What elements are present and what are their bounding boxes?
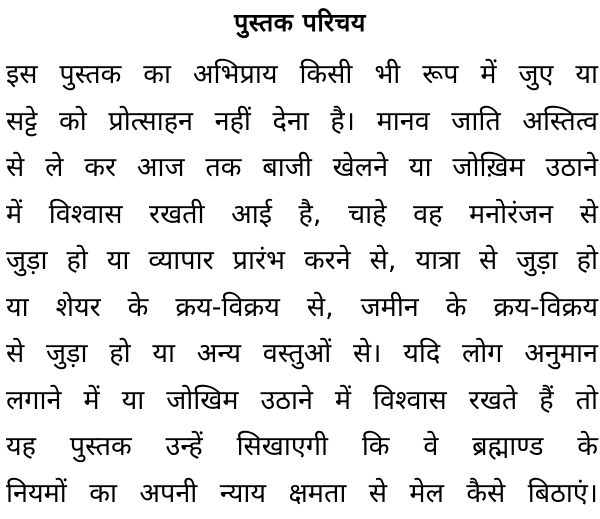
paragraph-line: यह पुस्तक उन्हें सिखाएगी कि वे ब्रह्माण्ड के xyxy=(6,431,598,462)
paragraph-line: जुड़ा हो या व्यापार प्रारंभ करने से, यात्रा से जुड़ा हो xyxy=(6,245,598,276)
paragraph-line: से जुड़ा हो या अन्य वस्तुओं से। यदि लोग अनुमान xyxy=(6,338,598,369)
paragraph-line: सट्टे को प्रोत्साहन नहीं देना है। मानव जाति अस्तित्व xyxy=(6,105,598,137)
paragraph-line: इस पुस्तक का अभिप्राय किसी भी रूप में जुए या xyxy=(6,59,598,90)
paragraph-line: में विश्वास रखती आई है, चाहे वह मनोरंजन से xyxy=(6,198,598,230)
paragraph-line: लगाने में या जोखिम उठाने में विश्वास रखते हैं तो xyxy=(6,384,598,416)
paragraph-line: नियमों का अपनी न्याय क्षमता से मेल कैसे बिठाएं। xyxy=(6,477,598,509)
page-title: पुस्तक परिचय xyxy=(234,8,366,37)
body-paragraph xyxy=(6,52,598,517)
paragraph-line: या शेयर के क्रय-विक्रय से, जमीन के क्रय-विक्रय xyxy=(6,291,598,323)
paragraph-line: से ले कर आज तक बाजी खेलने या जोख़िम उठाने xyxy=(6,152,598,183)
